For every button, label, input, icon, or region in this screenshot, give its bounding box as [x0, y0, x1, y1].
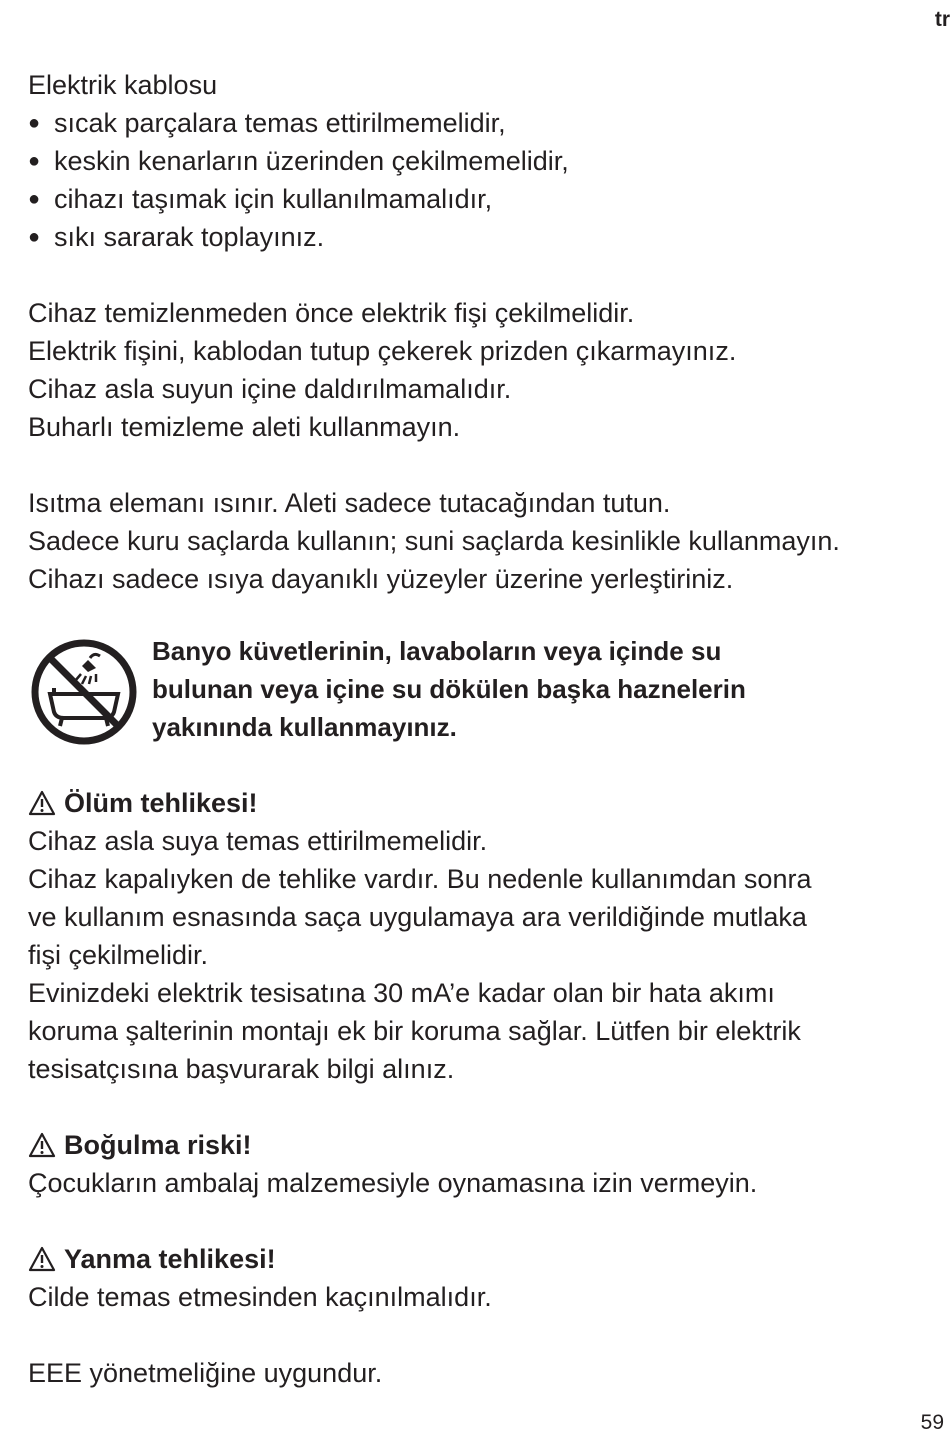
death-danger-line: koruma şalterinin montajı ek bir koruma sağlar. Lütfen bir elektrik — [28, 1016, 801, 1046]
death-danger-title: Ölüm tehlikesi! — [64, 788, 258, 818]
bath-warning — [28, 630, 948, 782]
safety-instructions — [28, 66, 948, 1392]
heating-line: Sadece kuru saçlarda kullanın; suni saçlarda kesinlikle kullanmayın. — [28, 526, 840, 556]
cable-intro: Elektrik kablosu — [28, 70, 218, 100]
no-bathtub-shower-icon — [30, 638, 138, 746]
bath-warning-line: Banyo küvetlerinin, lavaboların veya içinde su — [152, 636, 722, 666]
warning-triangle-icon — [28, 790, 56, 816]
list-item-text: sıkı sararak toplayınız. — [54, 222, 325, 252]
language-tag: tr — [934, 8, 950, 31]
cleaning-line: Cihaz temizlenmeden önce elektrik fişi çekilmelidir. — [28, 298, 635, 328]
death-danger-line: Cihaz kapalıyken de tehlike vardır. Bu nedenle kullanımdan sonra — [28, 864, 812, 894]
paragraph-gap — [28, 446, 948, 484]
death-danger-line: ve kullanım esnasında saça uygulamaya ara verildiğinde mutlaka — [28, 902, 807, 932]
paragraph-gap — [28, 256, 948, 294]
list-item — [28, 142, 948, 180]
bullet-icon: ● — [28, 226, 41, 248]
bath-warning-line: bulunan veya içine su dökülen başka haznelerin — [152, 674, 746, 704]
bath-warning-text — [152, 632, 746, 746]
list-item — [28, 218, 948, 256]
list-item-text: sıcak parçalara temas ettirilmemelidir, — [54, 108, 506, 138]
death-danger-line: fişi çekilmelidir. — [28, 940, 209, 970]
heating-line: Isıtma elemanı ısınır. Aleti sadece tutacağından tutun. — [28, 488, 671, 518]
warning-triangle-icon — [28, 1132, 56, 1158]
suffocation-title: Boğulma riski! — [64, 1130, 252, 1160]
death-danger-heading — [28, 784, 948, 822]
list-item-text: keskin kenarların üzerinden çekilmemelidir, — [54, 146, 569, 176]
list-item-text: cihazı taşımak için kullanılmamalıdır, — [54, 184, 493, 214]
cleaning-line: Buharlı temizleme aleti kullanmayın. — [28, 412, 461, 442]
paragraph-gap — [28, 1088, 948, 1126]
paragraph-gap — [28, 1202, 948, 1240]
cleaning-line: Cihaz asla suyun içine daldırılmamalıdır. — [28, 374, 512, 404]
death-danger-line: tesisatçısına başvurarak bilgi alınız. — [28, 1054, 455, 1084]
bullet-icon: ● — [28, 112, 41, 134]
bullet-icon: ● — [28, 150, 41, 172]
bath-warning-line: yakınında kullanmayınız. — [152, 712, 457, 742]
warning-triangle-icon — [28, 1246, 56, 1272]
burn-heading — [28, 1240, 948, 1278]
page-number: 59 — [920, 1411, 944, 1434]
heating-line: Cihazı sadece ısıya dayanıklı yüzeyler üzerine yerleştiriniz. — [28, 564, 734, 594]
cleaning-line: Elektrik fişini, kablodan tutup çekerek prizden çıkarmayınız. — [28, 336, 737, 366]
suffocation-heading — [28, 1126, 948, 1164]
suffocation-line: Çocukların ambalaj malzemesiyle oynamasına izin vermeyin. — [28, 1168, 758, 1198]
burn-title: Yanma tehlikesi! — [64, 1244, 276, 1274]
death-danger-line: Cihaz asla suya temas ettirilmemelidir. — [28, 826, 488, 856]
death-danger-line: Evinizdeki elektrik tesisatına 30 mA’e kadar olan bir hata akımı — [28, 978, 775, 1008]
burn-line: Cilde temas etmesinden kaçınılmalıdır. — [28, 1282, 492, 1312]
list-item — [28, 180, 948, 218]
compliance-statement: EEE yönetmeliğine uygundur. — [28, 1358, 383, 1388]
bullet-icon: ● — [28, 188, 41, 210]
list-item — [28, 104, 948, 142]
paragraph-gap — [28, 1316, 948, 1354]
